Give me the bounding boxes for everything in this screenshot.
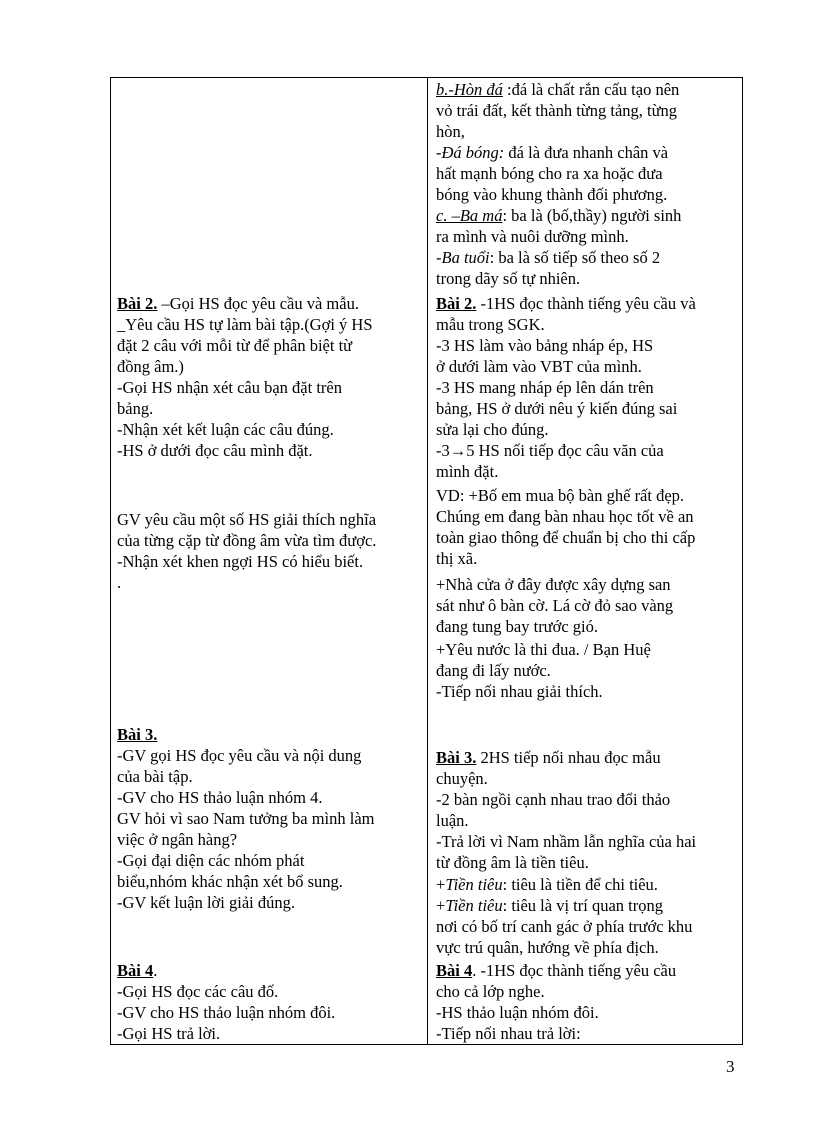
right-line: -2 bàn ngồi cạnh nhau trao đổi thảo	[436, 790, 671, 809]
left-line: -GV cho HS thảo luận nhóm 4.	[117, 788, 323, 807]
left-line: GV hỏi vì sao Nam tưởng ba mình làm	[117, 809, 375, 828]
left-bai3-heading: Bài 3.	[117, 725, 158, 744]
left-line: đồng âm.)	[117, 357, 184, 376]
left-line: đặt 2 câu với mỗi từ để phân biệt từ	[117, 336, 353, 355]
right-dabong-definition: -Đá bóng: đá là đưa nhanh chân và	[436, 143, 669, 162]
left-line: biểu,nhóm khác nhận xét bổ sung.	[117, 872, 343, 891]
left-line: -Gọi đại diện các nhóm phát	[117, 851, 305, 870]
right-line: vỏ trái đất, kết thành từng tảng, từng	[436, 101, 678, 120]
left-line: GV yêu cầu một số HS giải thích nghĩa	[117, 510, 377, 529]
right-c-definition: c. –Ba má: ba là (bố,thầy) người sinh	[436, 206, 682, 225]
right-line: vực trú quân, hướng về phía địch.	[436, 938, 659, 957]
right-line: sửa lại cho đúng.	[436, 420, 549, 439]
lesson-table	[110, 77, 743, 1045]
right-line: hòn,	[436, 122, 465, 141]
left-line: của bài tập.	[117, 767, 193, 786]
right-line: +Nhà cửa ở đây được xây dựng san	[436, 575, 671, 594]
right-line: -3 HS làm vào bảng nháp ép, HS	[436, 336, 654, 355]
left-line: -Gọi HS nhận xét câu bạn đặt trên	[117, 378, 342, 397]
left-line: -Gọi HS đọc các câu đố.	[117, 982, 279, 1001]
right-line: đang tung bay trước gió.	[436, 617, 599, 636]
right-line: -HS thảo luận nhóm đôi.	[436, 1003, 599, 1022]
left-line: -GV kết luận lời giải đúng.	[117, 893, 295, 912]
right-line: -Trả lời vì Nam nhầm lẫn nghĩa của hai	[436, 832, 697, 851]
left-line: _Yêu cầu HS tự làm bài tập.(Gợi ý HS	[117, 315, 373, 334]
right-line: luận.	[436, 811, 469, 830]
right-line: chuyện.	[436, 769, 488, 788]
right-bai4-heading: Bài 4. -1HS đọc thành tiếng yêu cầu	[436, 961, 677, 980]
right-tientieu-1: +Tiền tiêu: tiêu là tiền để chi tiêu.	[436, 875, 658, 894]
left-bai4-heading: Bài 4.	[117, 961, 158, 980]
left-line: .	[117, 573, 122, 592]
right-line: -3 HS mang nháp ép lên dán trên	[436, 378, 654, 397]
right-bai2-heading: Bài 2. -1HS đọc thành tiếng yêu cầu và	[436, 294, 696, 313]
right-line: trong dãy số tự nhiên.	[436, 269, 581, 288]
right-b-definition: b.-Hòn đá :đá là chất rắn cấu tạo nên	[436, 80, 680, 99]
page-number: 3	[726, 1057, 735, 1076]
left-line: -Nhận xét khen ngợi HS có hiểu biết.	[117, 552, 364, 571]
right-line: cho cả lớp nghe.	[436, 982, 545, 1001]
right-line: VD: +Bố em mua bộ bàn ghế rất đẹp.	[436, 486, 685, 505]
right-line: Chúng em đang bàn nhau học tốt về an	[436, 507, 694, 526]
left-line: -Gọi HS trả lời.	[117, 1024, 221, 1043]
right-bai3-heading: Bài 3. 2HS tiếp nối nhau đọc mẫu	[436, 748, 661, 767]
right-line: từ đồng âm là tiền tiêu.	[436, 853, 589, 872]
right-line: toàn giao thông để chuẩn bị cho thi cấp	[436, 528, 696, 547]
right-line: ra mình và nuôi dưỡng mình.	[436, 227, 629, 246]
right-line: -3→5 HS nối tiếp đọc câu văn của	[436, 441, 664, 460]
left-line: -Nhận xét kết luận các câu đúng.	[117, 420, 334, 439]
right-line: mình đặt.	[436, 462, 499, 481]
left-line: -GV cho HS thảo luận nhóm đôi.	[117, 1003, 336, 1022]
right-batuoi-definition: -Ba tuổi: ba là số tiếp số theo số 2	[436, 248, 661, 267]
left-line: bảng.	[117, 399, 154, 418]
right-line: đang đi lấy nước.	[436, 661, 551, 680]
right-line: bảng, HS ở dưới nêu ý kiến đúng sai	[436, 399, 678, 418]
right-line: bóng vào khung thành đối phương.	[436, 185, 668, 204]
left-line: của từng cặp từ đồng âm vừa tìm được.	[117, 531, 377, 550]
right-line: mẫu trong SGK.	[436, 315, 545, 334]
left-line: việc ở ngân hàng?	[117, 830, 238, 849]
right-line: hất mạnh bóng cho ra xa hoặc đưa	[436, 164, 663, 183]
left-bai2-heading: Bài 2. –Gọi HS đọc yêu cầu và mẫu.	[117, 294, 359, 313]
teacher-column	[117, 78, 423, 1044]
right-line: +Yêu nước là thi đua. / Bạn Huệ	[436, 640, 651, 659]
column-divider	[427, 78, 428, 1044]
right-line: -Tiếp nối nhau giải thích.	[436, 682, 603, 701]
right-line: nơi có bố trí canh gác ở phía trước khu	[436, 917, 693, 936]
right-tientieu-2: +Tiền tiêu: tiêu là vị trí quan trọng	[436, 896, 663, 915]
right-line: ở dưới làm vào VBT của mình.	[436, 357, 642, 376]
right-line: thị xã.	[436, 549, 478, 568]
student-column	[436, 78, 741, 1044]
left-line: -GV gọi HS đọc yêu cầu và nội dung	[117, 746, 362, 765]
right-line: -Tiếp nối nhau trả lời:	[436, 1024, 581, 1043]
left-line: -HS ở dưới đọc câu mình đặt.	[117, 441, 313, 460]
right-line: sát như ô bàn cờ. Lá cờ đỏ sao vàng	[436, 596, 674, 615]
